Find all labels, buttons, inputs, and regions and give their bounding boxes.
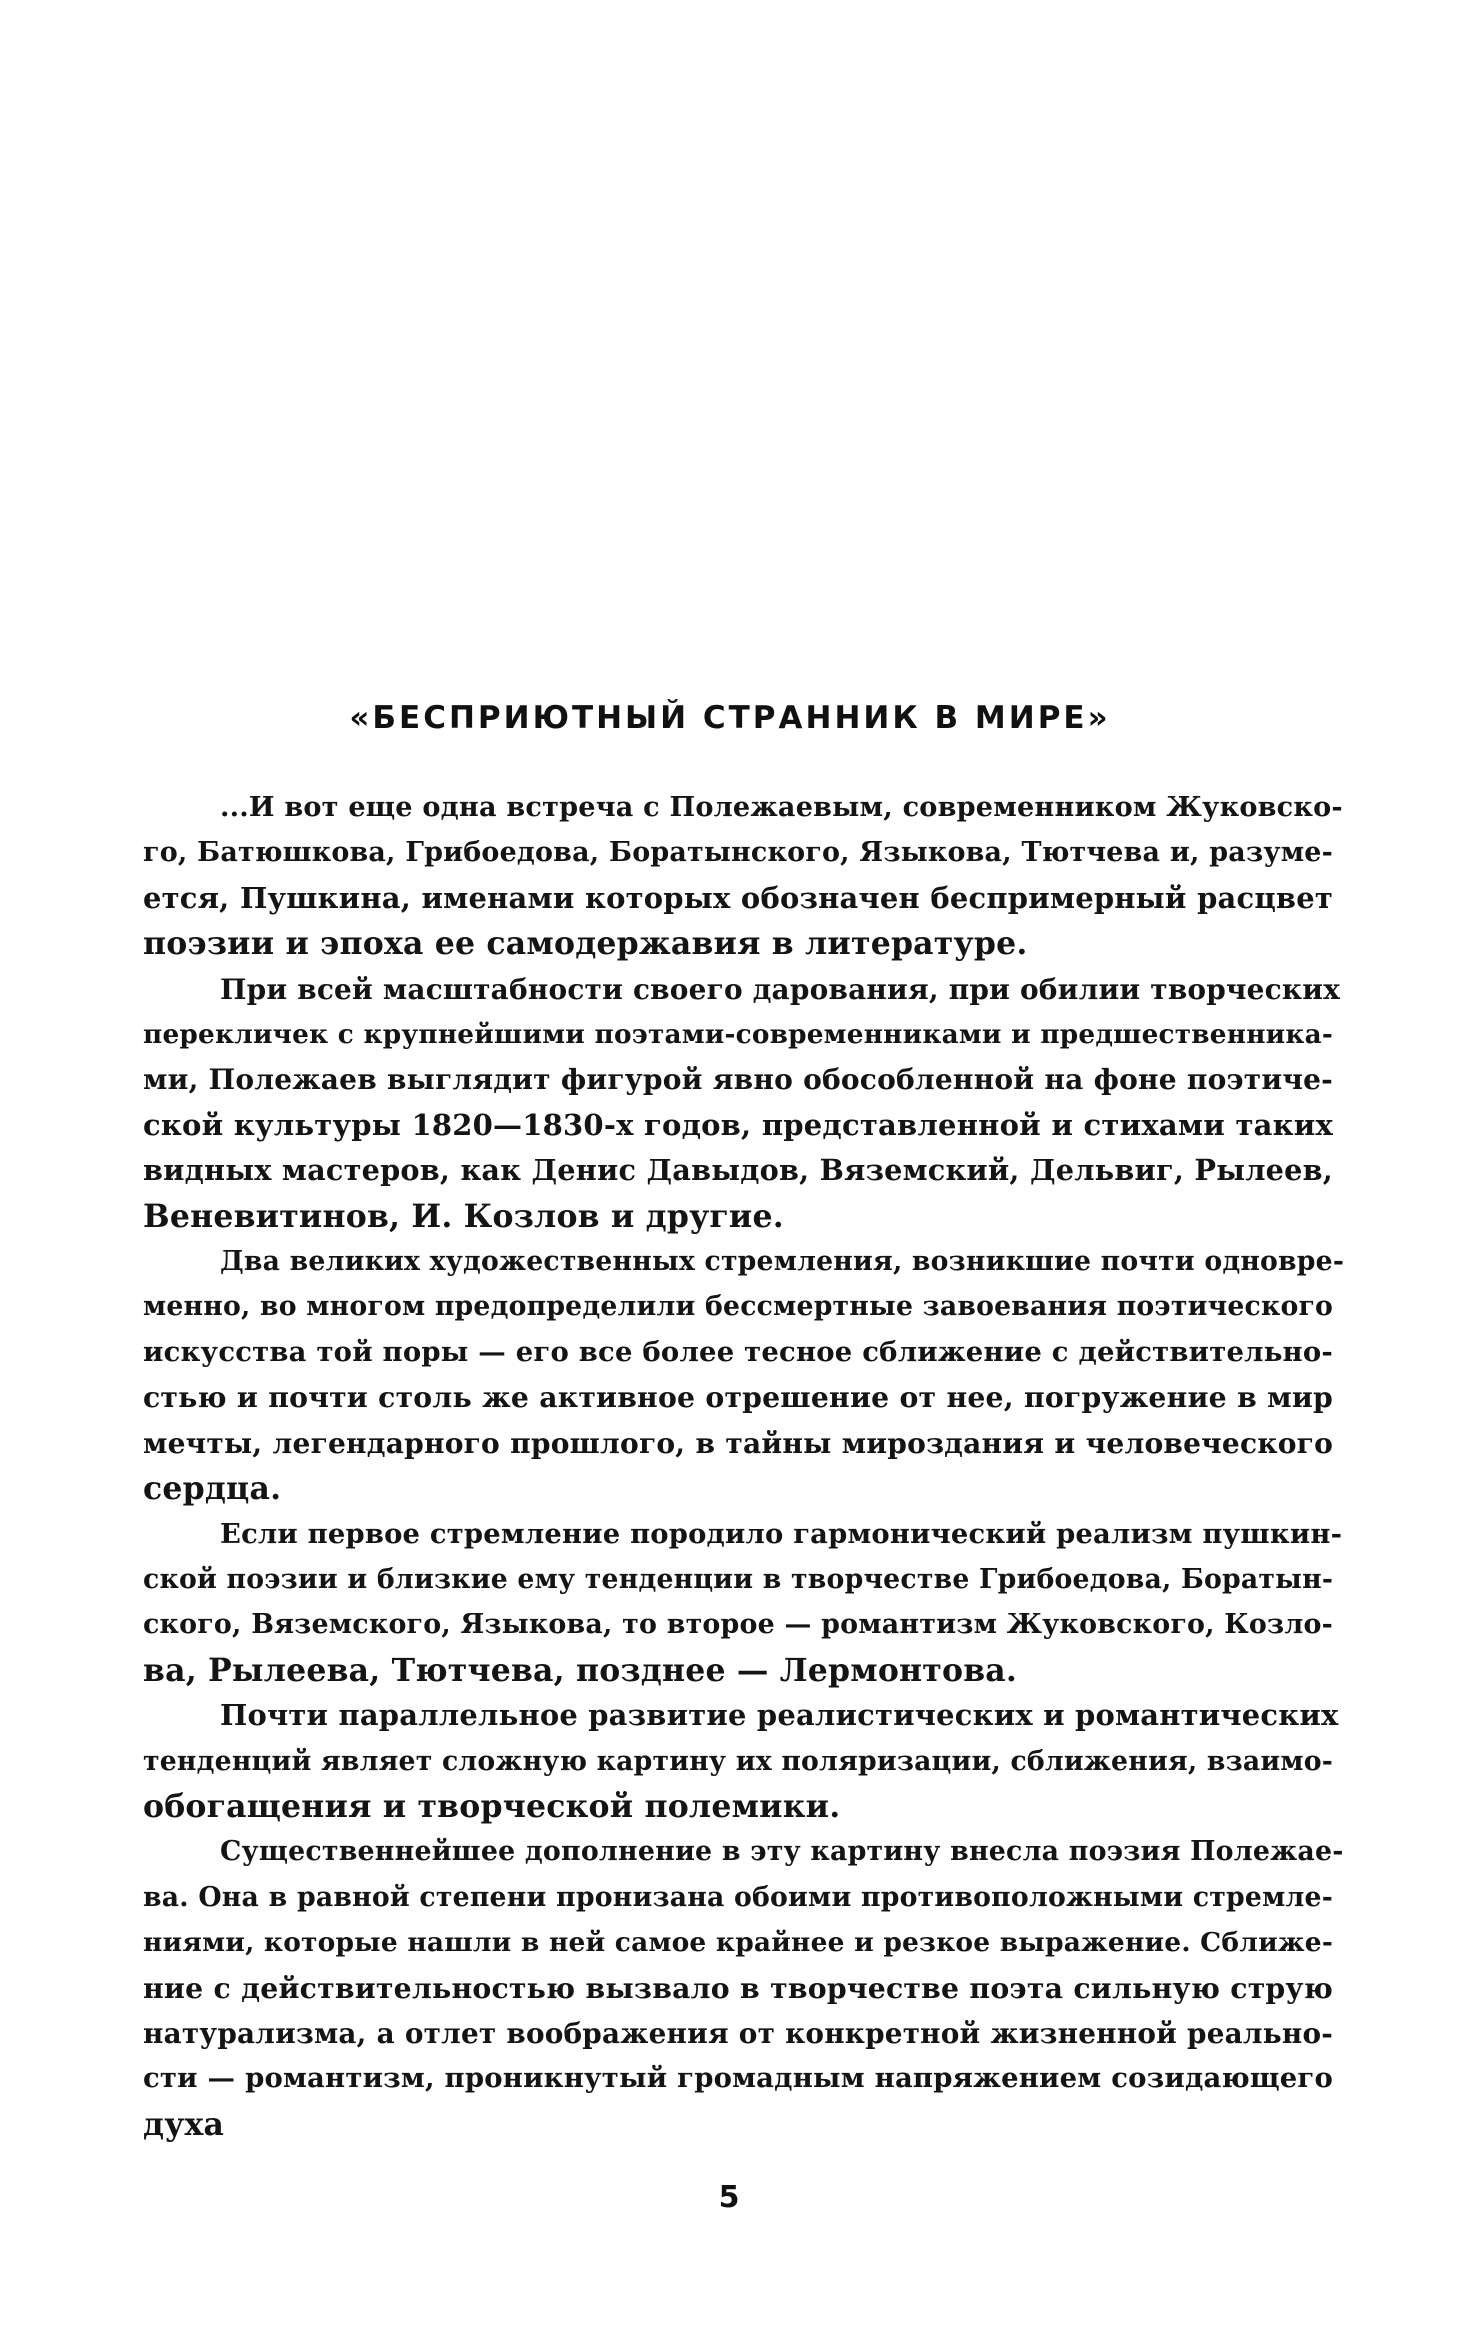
paragraph-1 bbox=[143, 785, 1343, 967]
text-line: стью и почти столь же активное отрешение от нее, погружение в мир bbox=[143, 1380, 1333, 1415]
paragraph-6 bbox=[143, 1829, 1344, 2147]
text-line: ниями, которые нашли в ней самое крайнее и резкое выражение. Сближе- bbox=[143, 1927, 1333, 1959]
text-line: сти — романтизм, проникнутый громадным напряжением созидающего bbox=[143, 2062, 1333, 2095]
text-line: ...И вот еще одна встреча с Полежаевым, современником Жуковско- bbox=[220, 792, 1343, 823]
text-line: ется, Пушкина, именами которых обозначен беспримерный расцвет bbox=[143, 880, 1333, 915]
text-line: менно, во многом предопределили бессмертные завоевания поэтического bbox=[143, 1291, 1333, 1323]
text-line: Почти параллельное развитие реалистических и романтических bbox=[220, 1698, 1339, 1733]
paragraph-5 bbox=[143, 1693, 1339, 1829]
text-line: перекличек с крупнейшими поэтами-современниками и предшественника- bbox=[143, 1019, 1333, 1051]
text-line: тенденций являет сложную картину их поляризации, сближения, взаимо- bbox=[143, 1745, 1333, 1777]
text-line: Если первое стремление породило гармонический реализм пушкин- bbox=[220, 1517, 1343, 1550]
text-line: сердца. bbox=[143, 1470, 282, 1508]
text-line: ской культуры 1820—1830-х годов, представленной и стихами таких bbox=[143, 1107, 1333, 1142]
page-number: 5 bbox=[718, 2180, 740, 2215]
text-line: поэзии и эпоха ее самодержавия в литературе. bbox=[143, 925, 1028, 963]
text-line: духа bbox=[143, 2105, 225, 2143]
text-line: натурализма, а отлет воображения от конкретной жизненной реально- bbox=[143, 2016, 1333, 2050]
text-line: ми, Полежаев выглядит фигурой явно обособленной на фоне поэтиче- bbox=[143, 1063, 1333, 1097]
text-line: ние с действительностью вызвало в творчестве поэта сильную струю bbox=[143, 1970, 1333, 2005]
paragraph-4 bbox=[143, 1512, 1343, 1694]
paragraph-2 bbox=[143, 967, 1341, 1239]
text-line: ва, Рылеева, Тютчева, позднее — Лермонтова. bbox=[143, 1651, 1018, 1689]
text-line: видных мастеров, как Денис Давыдов, Вяземский, Дельвиг, Рылеев, bbox=[143, 1153, 1333, 1188]
text-line: ва. Она в равной степени пронизана обоими противоположными стремле- bbox=[143, 1881, 1333, 1913]
text-line: ского, Вяземского, Языкова, то второе — романтизм Жуковского, Козло- bbox=[143, 1609, 1333, 1641]
text-line: мечты, легендарного прошлого, в тайны мироздания и человеческого bbox=[143, 1426, 1333, 1460]
text-line: Два великих художественных стремления, возникшие почти одновре- bbox=[220, 1246, 1345, 1278]
text-line: искусства той поры — его все более тесное сближение с действительно- bbox=[143, 1335, 1333, 1368]
text-line: Веневитинов, И. Козлов и другие. bbox=[143, 1197, 784, 1235]
text-line: ской поэзии и близкие ему тенденции в творчестве Грибоедова, Боратын- bbox=[143, 1563, 1334, 1595]
paragraph-3 bbox=[143, 1239, 1345, 1511]
text-line: обогащения и творческой полемики. bbox=[143, 1787, 841, 1825]
text-line: го, Батюшкова, Грибоедова, Боратынского, Языкова, Тютчева и, разуме- bbox=[143, 837, 1333, 869]
text-line: При всей масштабности своего дарования, при обилии творческих bbox=[220, 972, 1341, 1006]
text-line: Существеннейшее дополнение в эту картину внесла поэзия Полежае- bbox=[220, 1836, 1344, 1868]
body-text bbox=[143, 785, 1345, 2147]
chapter-title: «БЕСПРИЮТНЫЙ СТРАННИК В МИРЕ» bbox=[349, 700, 1111, 736]
